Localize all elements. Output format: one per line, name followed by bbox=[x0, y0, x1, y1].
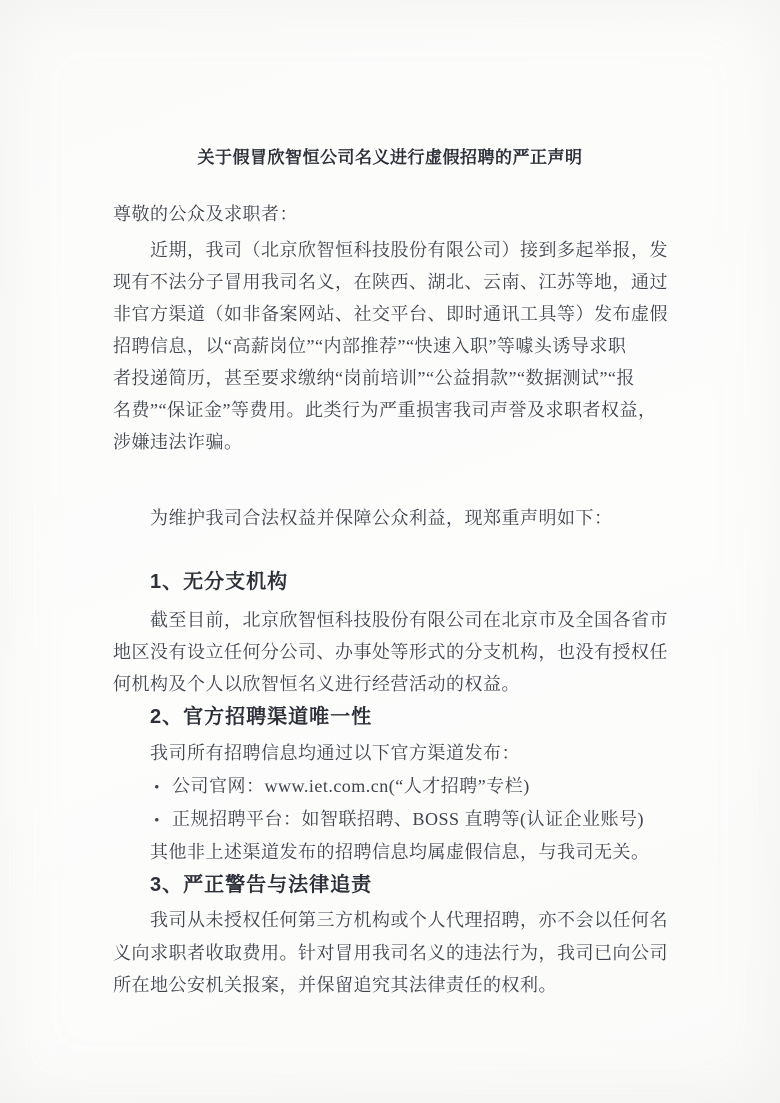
section-2 bbox=[113, 701, 669, 869]
text-line: 为维护我司合法权益并保障公众利益，现郑重声明如下： bbox=[150, 508, 613, 528]
section-heading: 3、严正警告与法律追责 bbox=[150, 874, 373, 896]
section-body bbox=[113, 904, 669, 1002]
text-line: 我司从未授权任何第三方机构或个人代理招聘，亦不会以任何名 bbox=[150, 910, 668, 930]
text-line: 涉嫌违法诈骗。 bbox=[113, 432, 243, 452]
text-line: 何机构及个人以欣智恒名义进行经营活动的权益。 bbox=[113, 674, 520, 694]
section-heading: 2、官方招聘渠道唯一性 bbox=[150, 706, 373, 728]
document-body bbox=[113, 234, 669, 1002]
text-line: 者投递简历，甚至要求缴纳“岗前培训”“公益捐款”“数据测试”“报 bbox=[113, 368, 635, 388]
text-line: 其他非上述渠道发布的招聘信息均属虚假信息，与我司无关。 bbox=[150, 842, 650, 862]
section-1 bbox=[113, 566, 669, 700]
text-line: 招聘信息，以“高薪岗位”“内部推荐”“快速入职”等噱头诱导求职 bbox=[113, 336, 627, 356]
text-line: 截至目前，北京欣智恒科技股份有限公司在北京市及全国各省市 bbox=[150, 610, 668, 630]
text-line: 名费”“保证金”等费用。此类行为严重损害我司声誉及求职者权益， bbox=[113, 400, 657, 420]
bullet-item-text: 公司官网：www.iet.com.cn(“人才招聘”专栏) bbox=[172, 776, 530, 796]
text-line: 我司所有招聘信息均通过以下官方渠道发布： bbox=[150, 743, 520, 763]
section-body bbox=[113, 737, 669, 869]
intro-paragraph bbox=[113, 234, 669, 458]
salutation: 尊敬的公众及求职者： bbox=[113, 204, 298, 224]
statement-lead bbox=[113, 502, 669, 534]
section-body bbox=[113, 604, 669, 700]
bullet-list-item bbox=[113, 770, 669, 803]
text-line: 地区没有设立任何分公司、办事处等形式的分支机构，也没有授权任 bbox=[113, 642, 668, 662]
bullet-icon: • bbox=[154, 780, 160, 796]
section-heading: 1、无分支机构 bbox=[150, 571, 289, 593]
bullet-list-item bbox=[113, 803, 669, 836]
text-line: 现有不法分子冒用我司名义，在陕西、湖北、云南、江苏等地，通过 bbox=[113, 272, 668, 292]
text-line: 义向求职者收取费用。针对冒用我司名义的违法行为，我司已向公司 bbox=[113, 942, 668, 963]
document-title: 关于假冒欣智恒公司名义进行虚假招聘的严正声明 bbox=[197, 148, 583, 168]
text-line: 所在地公安机关报案，并保留追究其法律责任的权利。 bbox=[113, 975, 557, 995]
document-content bbox=[113, 198, 669, 1002]
section-3 bbox=[113, 869, 669, 1002]
bullet-icon: • bbox=[154, 813, 160, 829]
text-line: 非官方渠道（如非备案网站、社交平台、即时通讯工具等）发布虚假 bbox=[113, 304, 668, 324]
text-line: 近期，我司（北京欣智恒科技股份有限公司）接到多起举报，发 bbox=[150, 240, 668, 260]
bullet-item-text: 正规招聘平台：如智联招聘、BOSS 直聘等(认证企业账号) bbox=[172, 809, 645, 829]
